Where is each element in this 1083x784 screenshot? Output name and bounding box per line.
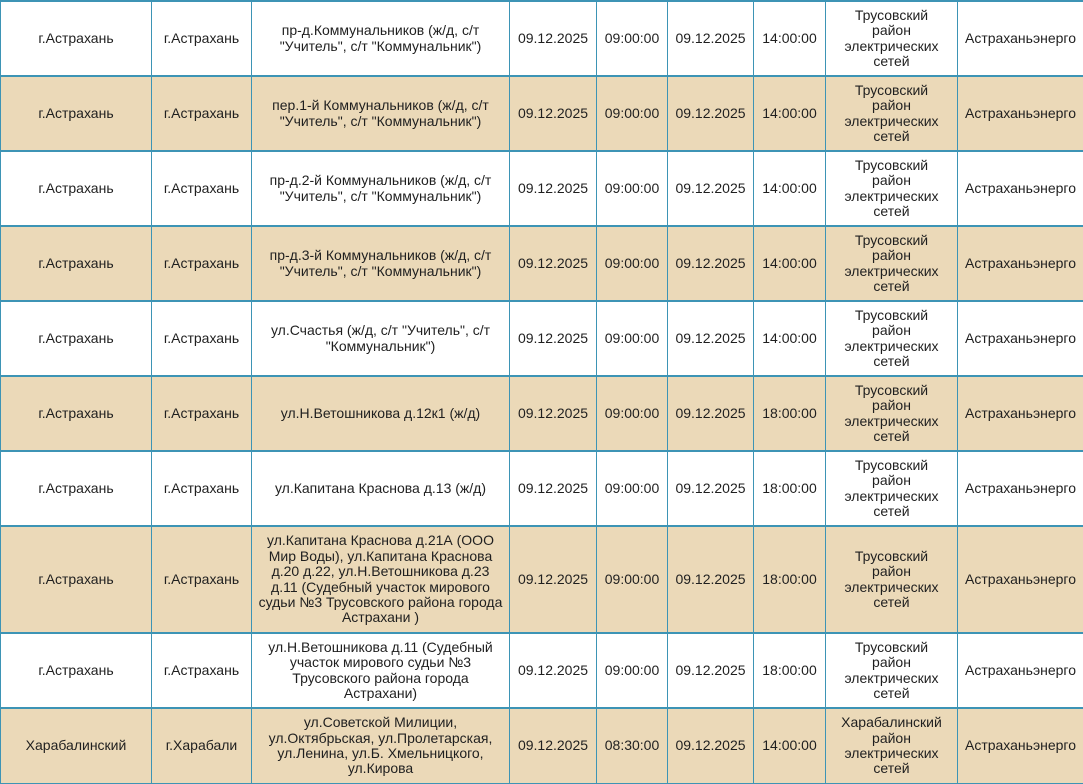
cell-start-time: 09:00:00 bbox=[597, 376, 668, 451]
cell-address: ул.Капитана Краснова д.13 (ж/д) bbox=[252, 451, 510, 526]
cell-city: г.Астрахань bbox=[152, 1, 252, 76]
cell-company: Астраханьэнерго bbox=[958, 708, 1083, 784]
cell-city: г.Астрахань bbox=[152, 526, 252, 633]
cell-start-date: 09.12.2025 bbox=[510, 1, 597, 76]
cell-end-date: 09.12.2025 bbox=[668, 76, 754, 151]
table-row bbox=[1, 633, 1083, 708]
cell-end-date: 09.12.2025 bbox=[668, 633, 754, 708]
cell-district: г.Астрахань bbox=[1, 526, 152, 633]
cell-start-date: 09.12.2025 bbox=[510, 708, 597, 784]
cell-start-date: 09.12.2025 bbox=[510, 633, 597, 708]
cell-grid-area: Трусовский район электрических сетей bbox=[826, 376, 958, 451]
cell-address: пер.1-й Коммунальников (ж/д, с/т "Учитель", с/т "Коммунальник") bbox=[252, 76, 510, 151]
cell-end-time: 14:00:00 bbox=[754, 226, 826, 301]
cell-grid-area: Харабалинский район электрических сетей bbox=[826, 708, 958, 784]
cell-start-date: 09.12.2025 bbox=[510, 451, 597, 526]
cell-district: г.Астрахань bbox=[1, 76, 152, 151]
cell-start-date: 09.12.2025 bbox=[510, 151, 597, 226]
cell-start-time: 09:00:00 bbox=[597, 1, 668, 76]
cell-end-date: 09.12.2025 bbox=[668, 301, 754, 376]
cell-end-date: 09.12.2025 bbox=[668, 708, 754, 784]
cell-address: пр-д.3-й Коммунальников (ж/д, с/т "Учитель", с/т "Коммунальник") bbox=[252, 226, 510, 301]
cell-district: Харабалинский bbox=[1, 708, 152, 784]
cell-address: ул.Н.Ветошникова д.11 (Судебный участок мирового судьи №3 Трусовского района города Астрахани) bbox=[252, 633, 510, 708]
cell-start-date: 09.12.2025 bbox=[510, 526, 597, 633]
table-row bbox=[1, 451, 1083, 526]
cell-company: Астраханьэнерго bbox=[958, 151, 1083, 226]
table-row bbox=[1, 76, 1083, 151]
cell-company: Астраханьэнерго bbox=[958, 76, 1083, 151]
cell-grid-area: Трусовский район электрических сетей bbox=[826, 151, 958, 226]
cell-company: Астраханьэнерго bbox=[958, 376, 1083, 451]
cell-address: пр-д.2-й Коммунальников (ж/д, с/т "Учитель", с/т "Коммунальник") bbox=[252, 151, 510, 226]
cell-start-time: 08:30:00 bbox=[597, 708, 668, 784]
table-row bbox=[1, 226, 1083, 301]
cell-end-time: 14:00:00 bbox=[754, 301, 826, 376]
cell-company: Астраханьэнерго bbox=[958, 301, 1083, 376]
cell-start-time: 09:00:00 bbox=[597, 526, 668, 633]
cell-grid-area: Трусовский район электрических сетей bbox=[826, 451, 958, 526]
cell-end-date: 09.12.2025 bbox=[668, 226, 754, 301]
cell-grid-area: Трусовский район электрических сетей bbox=[826, 226, 958, 301]
cell-start-time: 09:00:00 bbox=[597, 151, 668, 226]
cell-company: Астраханьэнерго bbox=[958, 1, 1083, 76]
cell-start-time: 09:00:00 bbox=[597, 301, 668, 376]
cell-address: ул.Советской Милиции, ул.Октябрьская, ул.Пролетарская, ул.Ленина, ул.Б. Хмельницкого, ул.Кирова bbox=[252, 708, 510, 784]
table-row bbox=[1, 151, 1083, 226]
cell-end-time: 18:00:00 bbox=[754, 451, 826, 526]
cell-company: Астраханьэнерго bbox=[958, 451, 1083, 526]
cell-end-date: 09.12.2025 bbox=[668, 451, 754, 526]
cell-city: г.Астрахань bbox=[152, 633, 252, 708]
cell-district: г.Астрахань bbox=[1, 226, 152, 301]
cell-district: г.Астрахань bbox=[1, 1, 152, 76]
cell-grid-area: Трусовский район электрических сетей bbox=[826, 1, 958, 76]
cell-company: Астраханьэнерго bbox=[958, 633, 1083, 708]
cell-start-time: 09:00:00 bbox=[597, 76, 668, 151]
cell-district: г.Астрахань bbox=[1, 633, 152, 708]
cell-city: г.Астрахань bbox=[152, 76, 252, 151]
table-row bbox=[1, 708, 1083, 784]
cell-end-time: 14:00:00 bbox=[754, 151, 826, 226]
cell-district: г.Астрахань bbox=[1, 376, 152, 451]
cell-company: Астраханьэнерго bbox=[958, 226, 1083, 301]
cell-district: г.Астрахань bbox=[1, 451, 152, 526]
cell-city: г.Астрахань bbox=[152, 226, 252, 301]
cell-start-date: 09.12.2025 bbox=[510, 76, 597, 151]
cell-company: Астраханьэнерго bbox=[958, 526, 1083, 633]
cell-end-time: 14:00:00 bbox=[754, 708, 826, 784]
cell-end-time: 14:00:00 bbox=[754, 1, 826, 76]
cell-end-time: 18:00:00 bbox=[754, 526, 826, 633]
cell-end-date: 09.12.2025 bbox=[668, 376, 754, 451]
table-row bbox=[1, 526, 1083, 633]
cell-grid-area: Трусовский район электрических сетей bbox=[826, 526, 958, 633]
cell-end-time: 18:00:00 bbox=[754, 633, 826, 708]
cell-district: г.Астрахань bbox=[1, 151, 152, 226]
table-row bbox=[1, 1, 1083, 76]
cell-start-time: 09:00:00 bbox=[597, 451, 668, 526]
cell-grid-area: Трусовский район электрических сетей bbox=[826, 633, 958, 708]
cell-city: г.Харабали bbox=[152, 708, 252, 784]
cell-address: ул.Н.Ветошникова д.12к1 (ж/д) bbox=[252, 376, 510, 451]
cell-start-date: 09.12.2025 bbox=[510, 376, 597, 451]
cell-end-date: 09.12.2025 bbox=[668, 1, 754, 76]
cell-city: г.Астрахань bbox=[152, 151, 252, 226]
cell-start-date: 09.12.2025 bbox=[510, 226, 597, 301]
cell-address: ул.Счастья (ж/д, с/т "Учитель", с/т "Коммунальник") bbox=[252, 301, 510, 376]
cell-start-time: 09:00:00 bbox=[597, 226, 668, 301]
cell-city: г.Астрахань bbox=[152, 376, 252, 451]
cell-city: г.Астрахань bbox=[152, 451, 252, 526]
cell-start-time: 09:00:00 bbox=[597, 633, 668, 708]
table-row bbox=[1, 376, 1083, 451]
cell-grid-area: Трусовский район электрических сетей bbox=[826, 76, 958, 151]
table-row bbox=[1, 301, 1083, 376]
outage-table-body bbox=[1, 1, 1083, 784]
cell-district: г.Астрахань bbox=[1, 301, 152, 376]
cell-end-time: 14:00:00 bbox=[754, 76, 826, 151]
cell-grid-area: Трусовский район электрических сетей bbox=[826, 301, 958, 376]
cell-end-time: 18:00:00 bbox=[754, 376, 826, 451]
cell-address: ул.Капитана Краснова д.21А (ООО Мир Воды), ул.Капитана Краснова д.20 д.22, ул.Н.Ветошникова д.23 д.11 (Судебный участок мирового судьи №3 Трусовского района города Астрахани ) bbox=[252, 526, 510, 633]
cell-end-date: 09.12.2025 bbox=[668, 526, 754, 633]
cell-end-date: 09.12.2025 bbox=[668, 151, 754, 226]
cell-city: г.Астрахань bbox=[152, 301, 252, 376]
cell-start-date: 09.12.2025 bbox=[510, 301, 597, 376]
cell-address: пр-д.Коммунальников (ж/д, с/т "Учитель", с/т "Коммунальник") bbox=[252, 1, 510, 76]
